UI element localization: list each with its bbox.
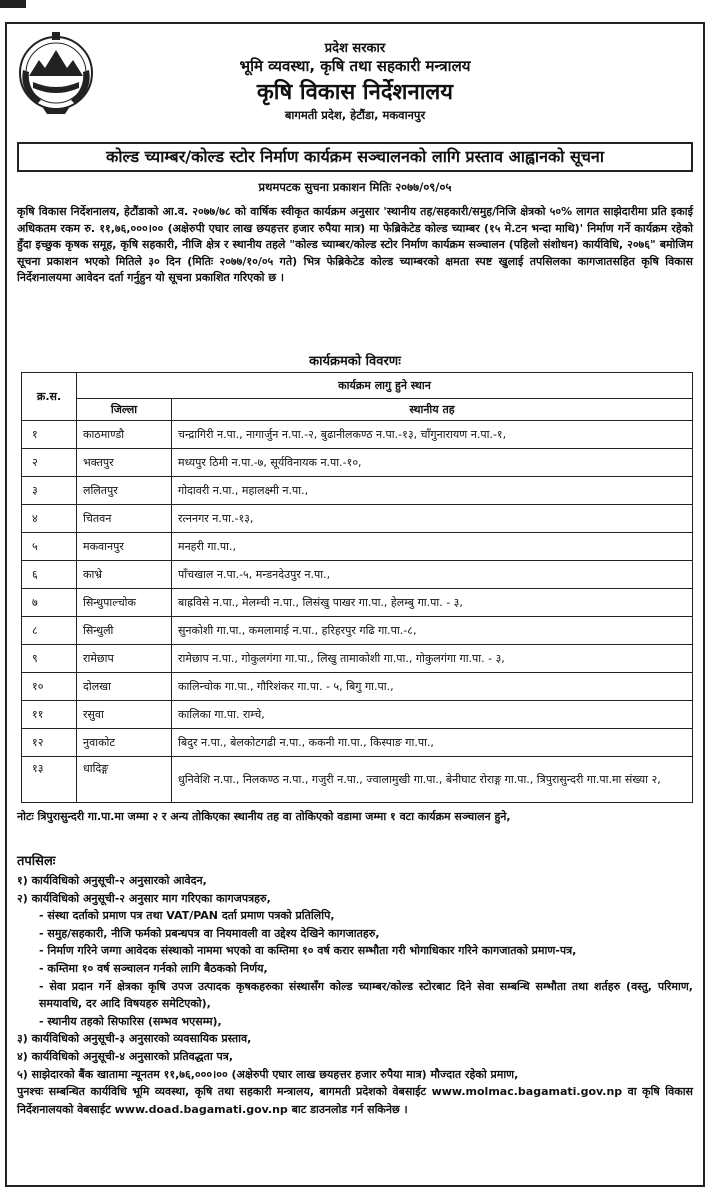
row-district: सिन्धुली xyxy=(77,617,172,645)
list-item: २) कार्यविधिको अनुसूची-२ अनुसार माग गरिएका कागजपत्रहरु, xyxy=(17,891,271,905)
table-row xyxy=(22,533,693,561)
row-district: ललितपुर xyxy=(77,477,172,505)
header-line-1: प्रदेश सरकार xyxy=(324,41,386,56)
header-district: जिल्ला xyxy=(77,399,172,421)
row-local-level: बिदुर न.पा., बेलकोटगढी न.पा., ककनी गा.पा., किस्पाङ गा.पा., xyxy=(172,729,693,757)
details-heading: तपसिलः xyxy=(17,854,56,869)
list-item: ४) कार्यविधिको अनुसूची-४ अनुसारको प्रतिवद्धता पत्र, xyxy=(17,1049,234,1063)
table-row xyxy=(22,477,693,505)
row-sn: १३ xyxy=(22,757,77,803)
requirements-list xyxy=(17,872,693,1118)
table-row xyxy=(22,729,693,757)
row-district: धादिङ्ग xyxy=(77,757,172,803)
publication-date: प्रथमपटक सुचना प्रकाशन मितिः २०७७/०९/०५ xyxy=(258,180,452,194)
row-district: रसुवा xyxy=(77,701,172,729)
row-district: दोलखा xyxy=(77,673,172,701)
row-sn: १ xyxy=(22,421,77,449)
row-local-level: पाँचखाल न.पा.-५, मन्डनदेउपुर न.पा., xyxy=(172,561,693,589)
list-item: ३) कार्यविधिको अनुसूची-३ अनुसारको व्यवसायिक प्रस्ताव, xyxy=(17,1032,252,1046)
row-sn: ५ xyxy=(22,533,77,561)
table-row xyxy=(22,505,693,533)
row-district: काठमाण्डौ xyxy=(77,421,172,449)
row-local-level: गोदावरी न.पा., महालक्ष्मी न.पा., xyxy=(172,477,693,505)
row-district: सिन्धुपाल्चोक xyxy=(77,589,172,617)
row-local-level: कालिन्चोक गा.पा., गौरिशंकर गा.पा. - ५, बिगु गा.पा., xyxy=(172,673,693,701)
list-subitem: - समुह/सहकारी, नीजि फर्मको प्रबन्धपत्र वा नियमावली वा उद्देश्य देखिने कागजातहरु, xyxy=(39,926,380,940)
row-district: मकवानपुर xyxy=(77,533,172,561)
table-row xyxy=(22,757,693,803)
ministry-name: भूमि व्यवस्था, कृषि तथा सहकारी मन्त्रालय xyxy=(239,57,471,75)
row-local-level: रामेछाप न.पा., गोकुलगंगा गा.पा., लिखु तामाकोशी गा.पा., गोकुलगंगा गा.पा. - ३, xyxy=(172,645,693,673)
list-subitem: - संस्था दर्ताको प्रमाण पत्र तथा VAT/PAN दर्ता प्रमाण पत्रको प्रतिलिपि, xyxy=(39,909,335,923)
notice-frame xyxy=(5,22,705,1187)
row-sn: ९ xyxy=(22,645,77,673)
row-sn: ११ xyxy=(22,701,77,729)
header-place: कार्यक्रम लागु हुने स्थान xyxy=(77,373,693,399)
header-sn: क्र.स. xyxy=(22,373,77,421)
row-local-level: कालिका गा.पा. राम्चे, xyxy=(172,701,693,729)
table-subheader-row xyxy=(22,399,693,421)
intro-paragraph: कृषि विकास निर्देशनालय, हेटौंडाको आ.व. २०७७/७८ को वार्षिक स्वीकृत कार्यक्रम अनुसार 'स्थानीय तह/सहकारी/समुह/निजि क्षेत्रको ५०% लागत साझेदारीमा प्रति इकाई अधिकतम रकम रु. ११,७६,०००।०० (अक्षेरुपी एघार लाख छयहत्तर हजार रुपैया मात्र) मा फेब्रिकेटेड कोल्ड च्याम्बर (१५ मे.टन भन्दा माथि)' निर्माण गर्ने कार्यक्रम रहेको हुँदा इच्छुक कृषक समूह, कृषि सहकारी, नीजि क्षेत्र र स्थानीय तहले "कोल्ड च्याम्बर/कोल्ड स्टोर निर्माण कार्यक्रम सञ्चालन (पहिलो संशोधन) कार्यविधि, २०७६" बमोजिम सूचना प्रकाशन भएको मितिले ३० दिन (मितिः २०७७/१०/०५ गते) भित्र फेब्रिकेटेड कोल्ड च्याम्बरको क्षमता स्पष्ट खुलाई तपसिलका कागजातसहित कृषि विकास निर्देशनालयमा आवेदन दर्ता गर्नुहुन यो सूचना प्रकाशित गरिएको छ । xyxy=(17,205,693,284)
row-district: रामेछाप xyxy=(77,645,172,673)
table-row xyxy=(22,449,693,477)
notice-header xyxy=(7,24,703,149)
row-district: नुवाकोट xyxy=(77,729,172,757)
program-table xyxy=(21,372,693,803)
table-row xyxy=(22,589,693,617)
row-sn: ३ xyxy=(22,477,77,505)
table-header-row xyxy=(22,373,693,399)
row-sn: ४ xyxy=(22,505,77,533)
row-district: चितवन xyxy=(77,505,172,533)
row-local-level: धुनिवेशि न.पा., निलकण्ठ न.पा., गजुरी न.पा., ज्वालामुखी गा.पा., बेनीघाट रोराङ्ग गा.पा., त्रिपुरासुन्दरी गा.पा.मा संख्या २, xyxy=(172,757,693,803)
list-item: ५) साझेदारको बैंक खातामा न्यूनतम ११,७६,०००।०० (अक्षेरुपी एघार लाख छयहत्तर हजार रुपैया मात्र) मौज्दात रहेको प्रमाण, xyxy=(17,1067,519,1081)
table-row xyxy=(22,645,693,673)
postscript: पुनश्चः सम्बन्धित कार्यविधि भूमि व्यवस्था, कृषि तथा सहकारी मन्त्रालय, बागमती प्रदेशको वेबसाईट www.molmac.bagamati.gov.np वा कृषि विकास निर्देशनालयको वेबसाईट www.doad.bagamati.gov.np बाट डाउनलोड गर्न सकिनेछ । xyxy=(17,1085,693,1116)
list-subitem: - कम्तिमा १० वर्ष सञ्चालन गर्नको लागि बैठकको निर्णय, xyxy=(39,961,268,975)
row-local-level: रत्ननगर न.पा.-१३, xyxy=(172,505,693,533)
row-local-level: बाह्रविसे न.पा., मेलम्ची न.पा., लिसंखु पाखर गा.पा., हेलम्बु गा.पा. - ३, xyxy=(172,589,693,617)
address-line: बागमती प्रदेश, हेटौंडा, मकवानपुर xyxy=(284,108,426,122)
list-subitem: - स्थानीय तहको सिफारिस (सम्भव भएसम्म), xyxy=(39,1014,222,1028)
table-row xyxy=(22,701,693,729)
row-local-level: चन्द्रागिरी न.पा., नागार्जुन न.पा.-२, बुढानीलकण्ठ न.पा.-१३, चाँगुनारायण न.पा.-१, xyxy=(172,421,693,449)
row-sn: ७ xyxy=(22,589,77,617)
list-subitem: - निर्माण गरिने जग्गा आवेदक संस्थाको नाममा भएको वा कम्तिमा १० वर्ष करार सम्भौता गरी भोगाधिकार गरिने कागजातको प्रमाण-पत्र, xyxy=(39,944,577,958)
program-details-heading: कार्यक्रमको विवरणः xyxy=(309,354,401,369)
row-sn: १० xyxy=(22,673,77,701)
table-row xyxy=(22,673,693,701)
notice-title: कोल्ड च्याम्बर/कोल्ड स्टोर निर्माण कार्यक्रम सञ्चालनको लागि प्रस्ताव आह्वानको सूचना xyxy=(17,142,693,172)
table-row xyxy=(22,617,693,645)
table-row xyxy=(22,561,693,589)
row-sn: ६ xyxy=(22,561,77,589)
table-row xyxy=(22,421,693,449)
row-sn: २ xyxy=(22,449,77,477)
list-subitem: - सेवा प्रदान गर्ने क्षेत्रका कृषि उपज उत्पादक कृषकहरुका संस्थासँग कोल्ड च्याम्बर/कोल्ड स्टोरबाट दिने सेवा सम्बन्धि सम्भौता तथा शर्तहरु (वस्तु, परिमाण, समयावधि, दर आदि विषयहरु समेटिएको), xyxy=(39,979,693,1011)
row-district: काभ्रे xyxy=(77,561,172,589)
row-district: भक्तपुर xyxy=(77,449,172,477)
row-local-level: सुनकोशी गा.पा., कमलामाई न.पा., हरिहरपुर गढि गा.पा.-८, xyxy=(172,617,693,645)
note-text: नोटः त्रिपुरासुन्दरी गा.पा.मा जम्मा २ र अन्य तोकिएका स्थानीय तह वा तोकिएको वडामा जम्मा १ वटा कार्यक्रम सञ्चालन हुने, xyxy=(17,810,511,823)
corner-mark xyxy=(0,0,26,8)
list-item: १) कार्यविधिको अनुसूची-२ अनुसारको आवेदन, xyxy=(17,874,207,887)
row-local-level: मध्यपुर ठिमी न.पा.-७, सूर्यविनायक न.पा.-१०, xyxy=(172,449,693,477)
directorate-name: कृषि विकास निर्देशनालय xyxy=(256,80,454,105)
row-sn: १२ xyxy=(22,729,77,757)
header-local-level: स्थानीय तह xyxy=(172,399,693,421)
row-local-level: मनहरी गा.पा., xyxy=(172,533,693,561)
row-sn: ८ xyxy=(22,617,77,645)
